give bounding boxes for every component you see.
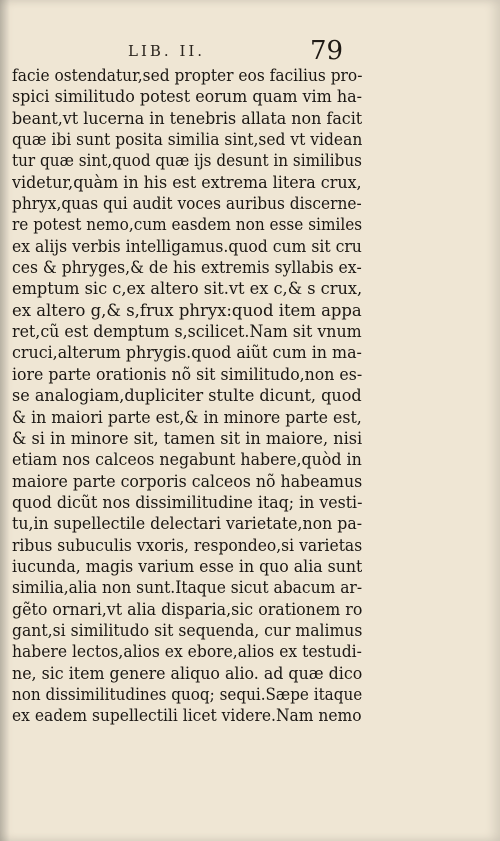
text-line: spici similitudo potest eorum quam vim ha‑ [12,87,362,108]
text-line: facie ostendatur,sed propter eos facilius pro‑ [12,66,362,86]
page-number: 79 [310,36,344,66]
text-line: iore parte orationis nõ sit similitudo,non es‑ [12,364,362,385]
text-line: ret,cũ est demptum s,scilicet.Nam sit vnum [12,322,362,343]
text-line: maiore parte corporis calceos nõ habeamus [12,471,363,492]
text-line: ces & phryges,& de his extremis syllabis ex‑ [12,258,362,279]
text-line: similia,alia non sunt.Itaque sicut abacum ar‑ [12,578,363,599]
text-line: quæ ibi sunt posita similia sint,sed vt videan [12,130,363,151]
text-line: emptum sic c,ex altero sit.vt ex c,& s crux, [12,279,363,300]
text-line: ex alijs verbis intelligamus.quod cum sit cru [12,236,362,257]
text-line: iucunda, magis varium esse in quo alia sunt [12,556,362,577]
text-line: ex eadem supellectili licet videre.Nam nemo [12,706,362,727]
text-block [12,66,362,728]
text-line: ne, sic item genere aliquo alio. ad quæ dico [12,663,363,684]
page-spine-shadow [0,0,10,841]
text-line: ex altero g,& s,frux phryx:quod item appa [12,300,362,321]
text-line: quod dicũt nos dissimilitudine itaq; in vesti‑ [12,492,363,513]
text-line: & in maiori parte est,& in minore parte est, [12,407,362,428]
text-line: non dissimilitudines quoq; sequi.Sæpe itaque [12,684,363,705]
text-line: beant,vt lucerna in tenebris allata non facit [12,108,362,129]
text-line: se analogiam,dupliciter stulte dicunt, quod [12,386,362,407]
text-line: re potest nemo,cum easdem non esse similes [12,215,362,236]
text-line: gẽto ornari,vt alia disparia,sic orationem ro [12,599,363,620]
text-line: videtur,quàm in his est extrema litera crux, [12,172,362,193]
running-head: LIB. II. [128,42,206,60]
page-header [128,36,352,66]
text-line: phryx,quas qui audit voces auribus discerne‑ [12,194,362,215]
text-line: cruci,alterum phrygis.quod aiũt cum in ma‑ [12,343,362,364]
text-line: & si in minore sit, tamen sit in maiore, nisi [12,428,362,449]
text-line: tu,in supellectile delectari varietate,non pa‑ [12,514,362,535]
text-line: ribus subuculis vxoris, respondeo,si varietas [12,535,362,556]
text-line: etiam nos calceos negabunt habere,quòd in [12,450,362,471]
text-line: gant,si similitudo sit sequenda, cur malimus [12,620,362,641]
text-line: tur quæ sint,quod quæ ijs desunt in similibus [12,151,362,172]
text-line: habere lectos,alios ex ebore,alios ex testudi‑ [12,642,362,663]
